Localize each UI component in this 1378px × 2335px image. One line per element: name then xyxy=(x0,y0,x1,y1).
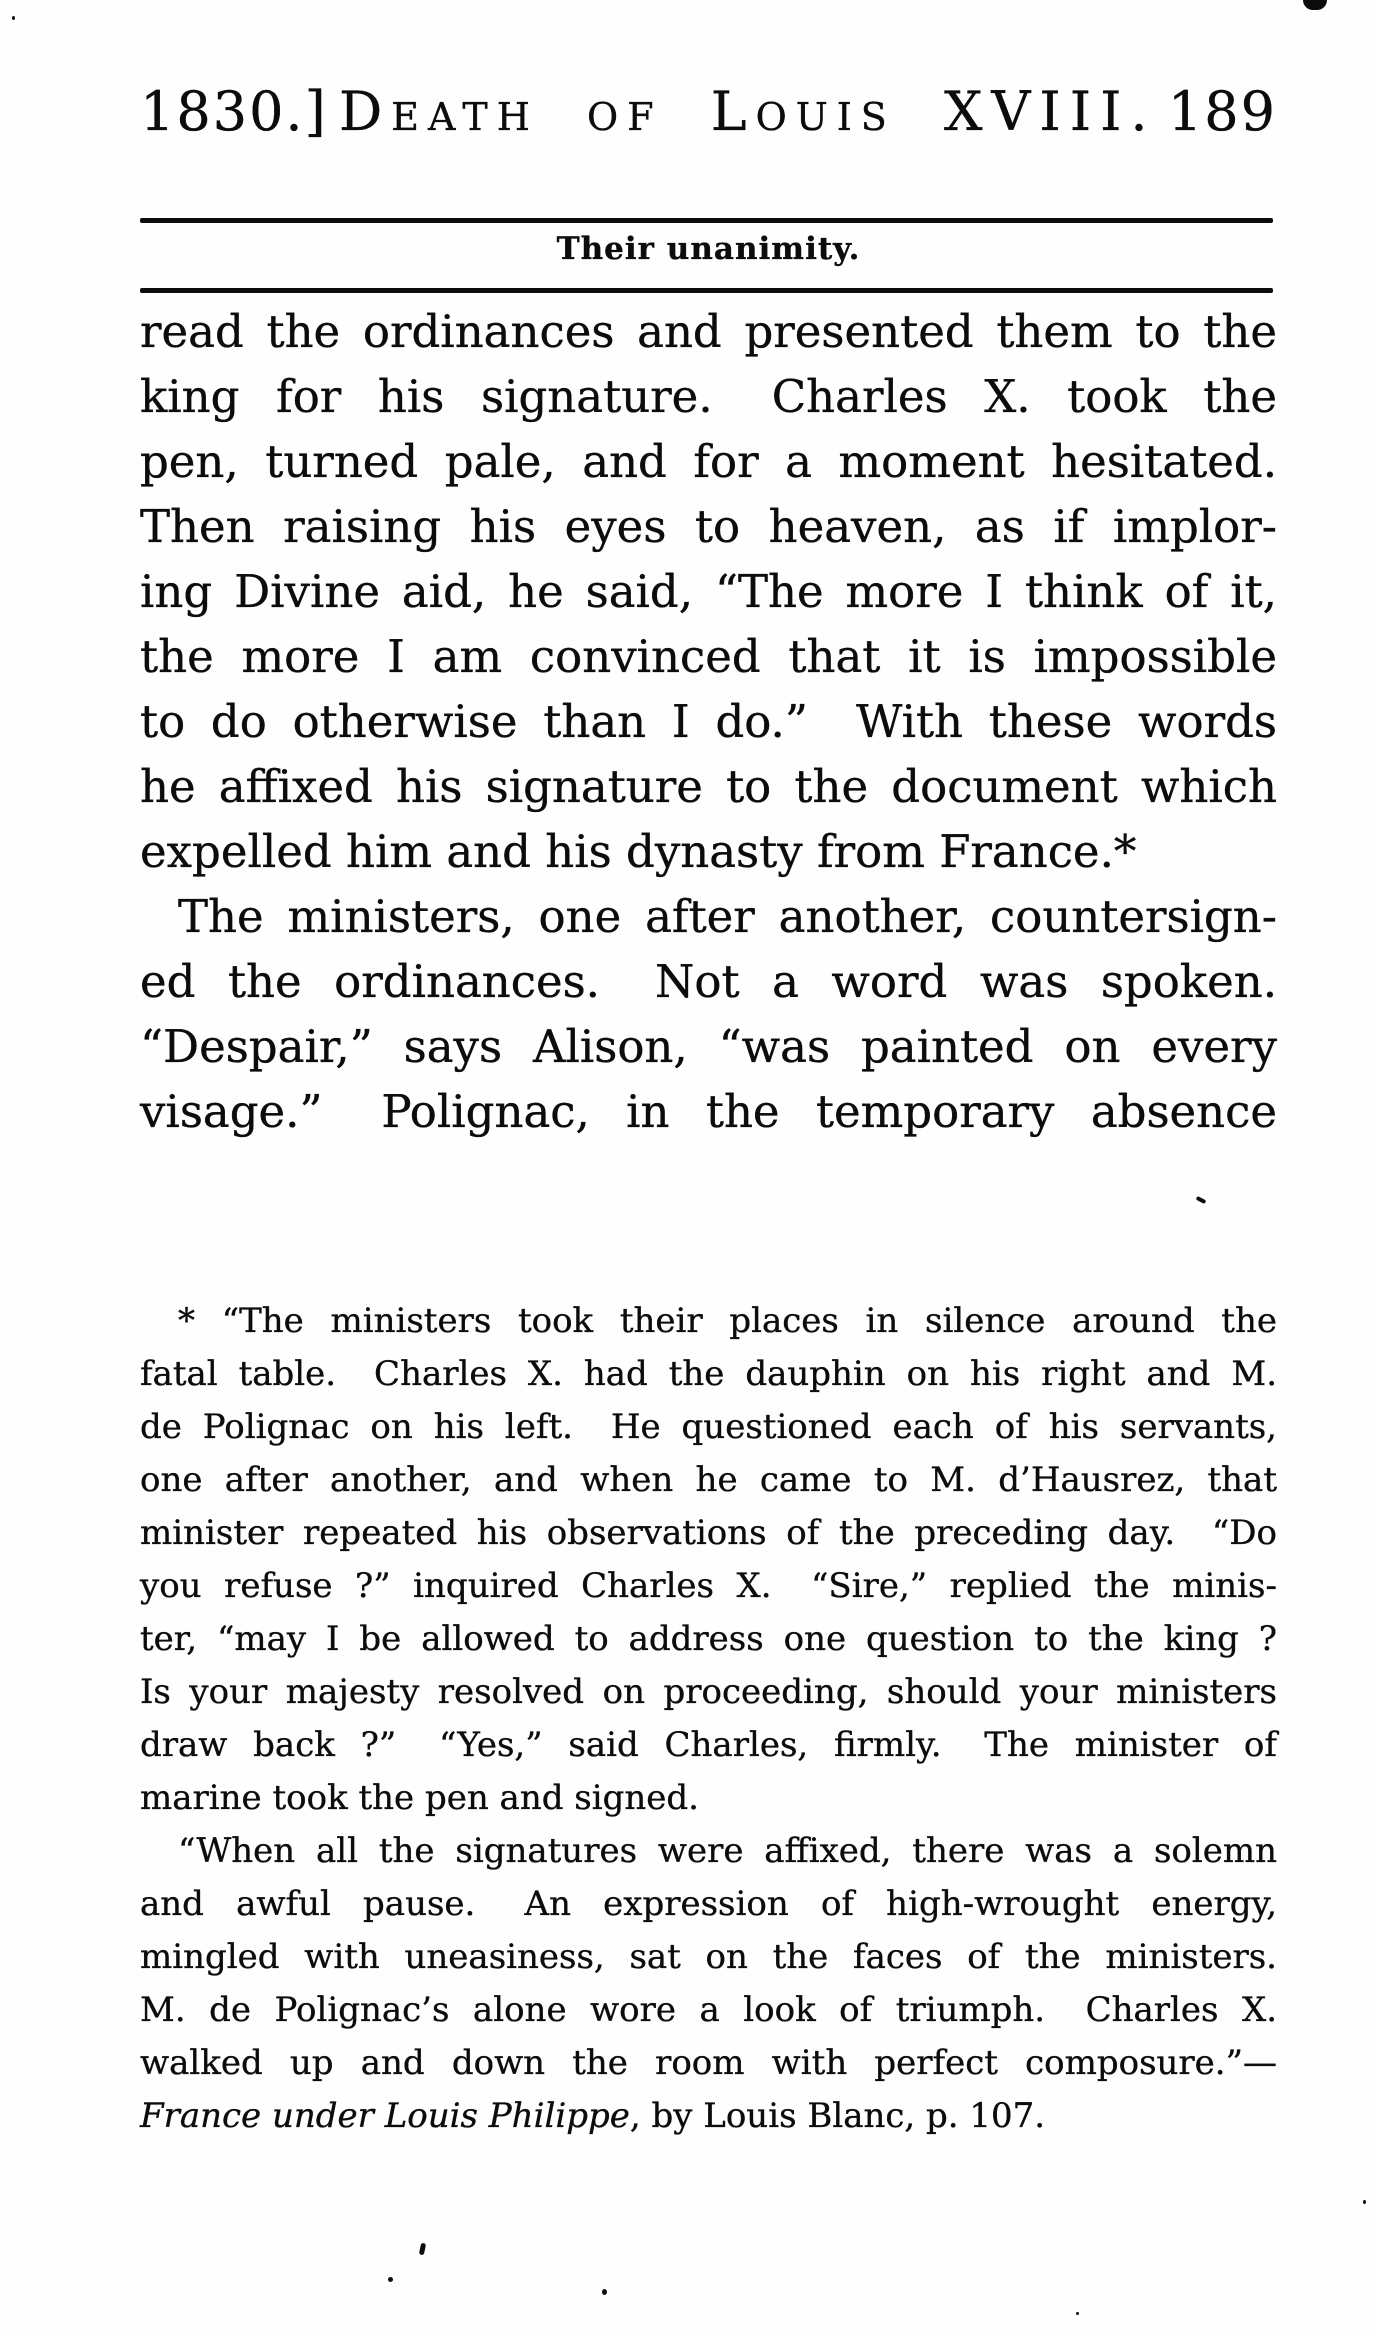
cited-work-title: France under Louis Philippe xyxy=(140,2096,630,2136)
text-line: ed the ordinances. Not a word was spoken. xyxy=(140,955,1277,1008)
text-line: read the ordinances and presented them to the xyxy=(140,305,1277,358)
text-line: the more I am convinced that it is impossible xyxy=(140,630,1277,683)
footnote-line: draw back ?” “Yes,” said Charles, firmly. The minister of xyxy=(140,1725,1277,1765)
ink-speck xyxy=(388,2277,393,2282)
footnote-citation-line xyxy=(140,2090,1277,2143)
footnote-line: and awful pause. An expression of high-wrought energy, xyxy=(140,1884,1277,1924)
text-line: ing Divine aid, he said, “The more I think of it, xyxy=(140,565,1277,618)
text-line: to do otherwise than I do.” With these words xyxy=(140,695,1277,748)
footnote-line-paragraph-end: marine took the pen and signed. xyxy=(140,1778,699,1818)
text-line: pen, turned pale, and for a moment hesitated. xyxy=(140,435,1277,488)
ink-blob-artifact xyxy=(1303,0,1327,10)
footnote-line: one after another, and when he came to M. d’Hausrez, that xyxy=(140,1460,1277,1500)
ink-speck xyxy=(1363,2200,1366,2204)
horizontal-rule-top xyxy=(140,218,1273,223)
ink-speck xyxy=(12,16,15,20)
header-year: 1830.] xyxy=(140,80,328,143)
section-subtitle: Their unanimity. xyxy=(556,231,861,267)
footnote-line: ter, “may I be allowed to address one question to the king ? xyxy=(140,1619,1277,1659)
ink-speck xyxy=(1076,2312,1079,2315)
footnote-line: M. de Polignac’s alone wore a look of triumph. Charles X. xyxy=(140,1990,1277,2030)
footnote-line: minister repeated his observations of the preceding day. “Do xyxy=(140,1513,1277,1553)
footnote-line: mingled with uneasiness, sat on the faces of the ministers. xyxy=(140,1937,1277,1977)
header-page-number: 189 xyxy=(1167,80,1277,143)
text-line: king for his signature. Charles X. took the xyxy=(140,370,1277,423)
text-line-paragraph-end: expelled him and his dynasty from France.* xyxy=(140,825,1137,878)
text-line: Then raising his eyes to heaven, as if implor- xyxy=(140,500,1277,553)
text-line-paragraph-start: The ministers, one after another, countersign- xyxy=(178,890,1277,943)
citation-rest: , by Louis Blanc, p. 107. xyxy=(629,2096,1046,2136)
text-line: “Despair,” says Alison, “was painted on every xyxy=(140,1020,1277,1073)
footnote-line: Is your majesty resolved on proceeding, should your ministers xyxy=(140,1672,1277,1712)
footnote-line: walked up and down the room with perfect composure.”— xyxy=(140,2043,1277,2083)
running-head xyxy=(140,82,1277,142)
footnote-block xyxy=(140,1295,1277,2143)
footnote-line-start: * “The ministers took their places in silence around the xyxy=(178,1301,1277,1341)
header-title: Death of Louis XVIII. xyxy=(339,80,1157,143)
horizontal-rule-bottom xyxy=(140,288,1273,293)
footnote-line: fatal table. Charles X. had the dauphin on his right and M. xyxy=(140,1354,1277,1394)
footnote-line: you refuse ?” inquired Charles X. “Sire,” replied the minis- xyxy=(140,1566,1277,1606)
ink-speck xyxy=(419,2243,426,2256)
footnote-line-paragraph-start: “When all the signatures were affixed, there was a solemn xyxy=(178,1831,1277,1871)
footnote-line: de Polignac on his left. He questioned each of his servants, xyxy=(140,1407,1277,1447)
stray-mark-artifact xyxy=(1196,1196,1207,1204)
ink-speck xyxy=(602,2289,607,2295)
main-text-block xyxy=(140,299,1277,1144)
text-line: he affixed his signature to the document which xyxy=(140,760,1277,813)
text-line: visage.” Polignac, in the temporary absence xyxy=(140,1085,1277,1138)
